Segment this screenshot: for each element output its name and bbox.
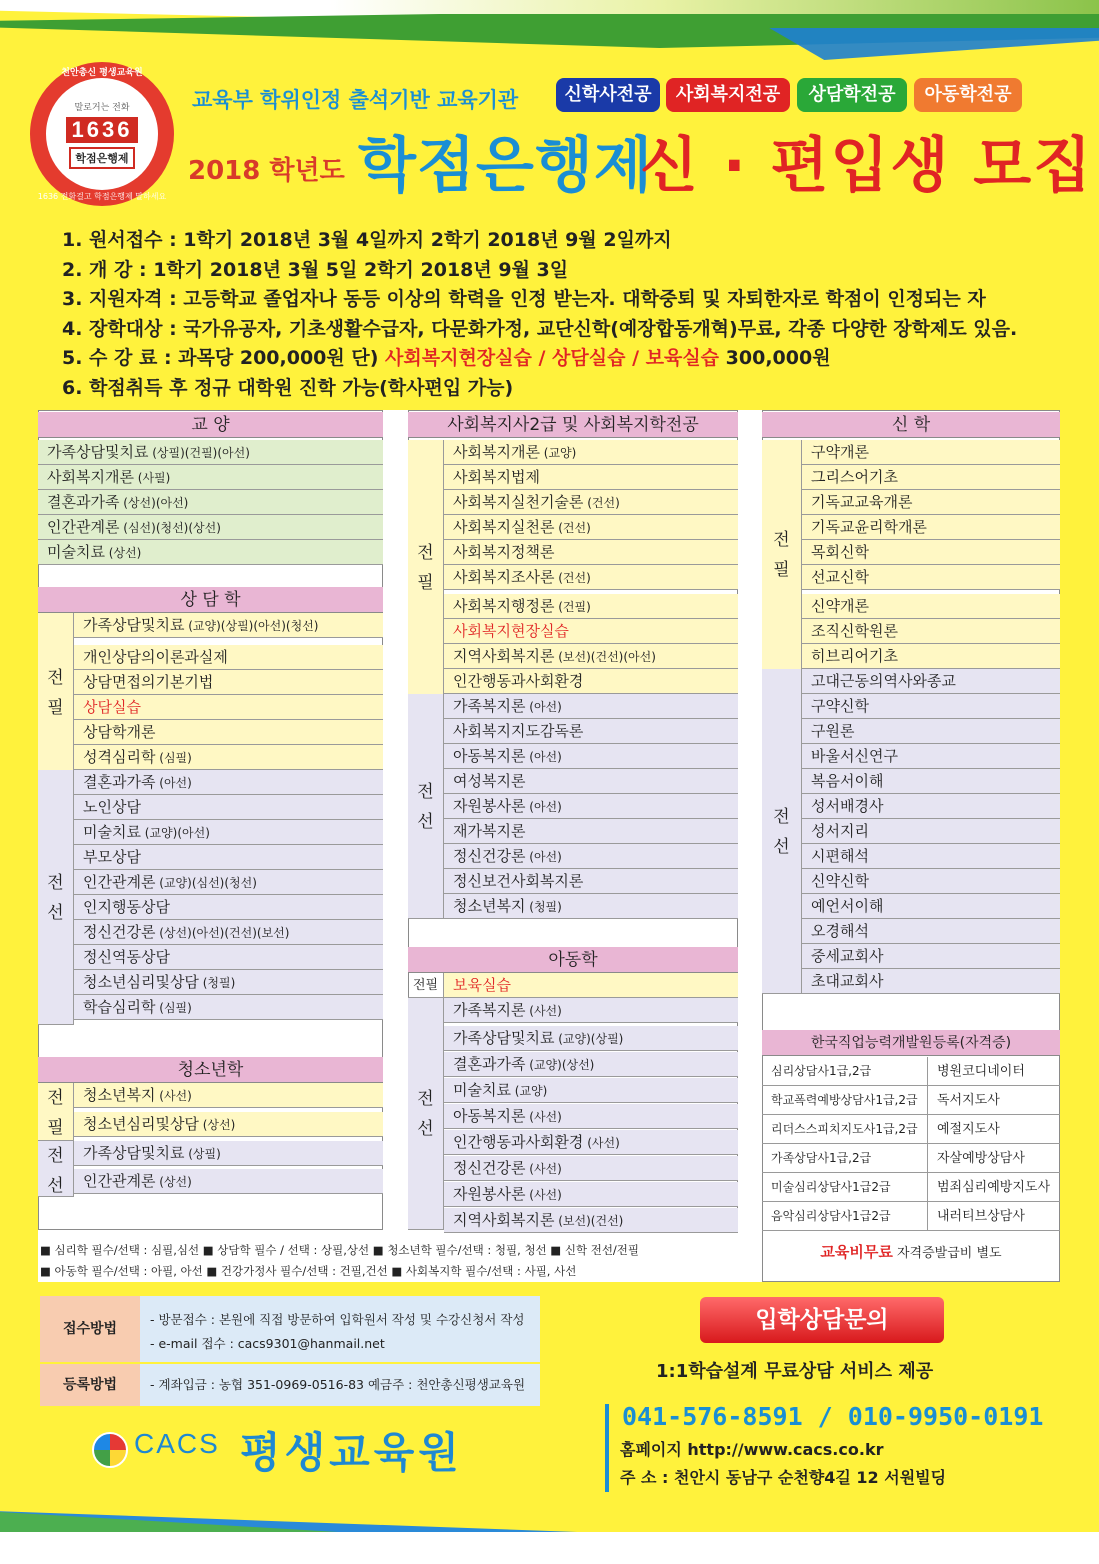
info-line-2: 2. 개 강 : 1학기 2018년 3월 5일 2학기 2018년 9월 3일 [62,258,569,281]
youth-sun-row: 가족상담및치료 (상필) [74,1141,383,1166]
welfare-pil-row: 사회복지행정론 (건필) [444,594,738,619]
address: 주 소 : 천안시 동남구 순천향4길 12 서원빌딩 [620,1468,947,1487]
cert-left: 가족상담사1급,2급 [762,1144,928,1173]
sangdam-sun-row: 노인상담 [74,795,383,820]
sangdam-sun-row: 학습심리학 (심필) [74,995,383,1020]
header-welfare: 사회복지사2급 및 사회복지학전공 [408,412,738,438]
sangdam-sun-row: 인지행동상담 [74,895,383,920]
registration-table [40,1296,540,1406]
welfare-pil-row: 사회복지실천기술론 (건선) [444,490,738,515]
cert-left: 리더스스피치지도사1급,2급 [762,1115,928,1144]
label-sun: 전 선 [38,1141,74,1197]
pay-method-text: - 계좌입금 : 농협 351-0969-0516-83 예금주 : 천안총신평생교육원 [140,1364,540,1406]
theology-sun-row: 구약신학 [802,694,1060,719]
theology-pil-row: 신약개론 [802,594,1060,619]
gyoyang-row: 미술치료 (상선) [38,540,383,565]
theology-pil-row: 목회신학 [802,540,1060,565]
welfare-pil-row: 인간행동과사회환경 [444,669,738,694]
info-line-6: 6. 학점취득 후 정규 대학원 진학 가능(학사편입 가능) [62,376,514,399]
child-pil-row: 보육실습 [444,973,738,998]
theology-sun-row: 중세교회사 [802,944,1060,969]
child-sun-row: 인간행동과사회환경 (사선) [444,1130,738,1155]
welfare-pil-row: 사회복지정책론 [444,540,738,565]
info-line-1: 1. 원서접수 : 1학기 2018년 3월 4일까지 2학기 2018년 9월 2일까지 [62,229,672,251]
label-sun: 전 선 [408,998,444,1230]
badge-counseling: 상담학전공 [797,78,907,112]
contact-divider [605,1404,609,1492]
label-pil: 전필 [408,973,444,998]
legend-line-2: ■ 아동학 필수/선택 : 아필, 아선 ■ 건강가정사 필수/선택 : 건필,건선 ■ 사회복지학 필수/선택 : 사필, 사선 [40,1264,577,1278]
logo-bottom-text: 1636 전화걸고 학점은행제 말하세요 [37,192,167,201]
info-line-5: 5. 수 강 료 : 과목당 200,000원 단) 사회복지현장실습 / 상담실습 / 보육실습 300,000원 [62,347,831,369]
welfare-sun-row: 정신보건사회복지론 [444,869,738,894]
welfare-pil-row: 사회복지실천론 (건선) [444,515,738,540]
sangdam-pil-row: 상담면접의기본기법 [74,670,383,695]
info-line-4: 4. 장학대상 : 국가유공자, 기초생활수급자, 다문화가정, 교단신학(예장합동개혁)무료, 각종 다양한 장학제도 있음. [62,317,1018,340]
logo-number: 1636 [66,117,139,143]
sangdam-sun-row: 정신역동상담 [74,945,383,970]
gyoyang-row: 가족상담및치료 (상필)(건필)(아선) [38,440,383,465]
youth-pil-row: 청소년심리및상담 (상선) [74,1112,383,1137]
label-pil: 전 필 [408,440,444,695]
welfare-sun-row: 정신건강론 (아선) [444,844,738,869]
welfare-sun-row: 청소년복지 (청필) [444,894,738,919]
sangdam-pil-row: 성격심리학 (심필) [74,745,383,770]
apply-method-text [140,1296,540,1362]
logo-name: 학점은행제 [69,147,134,169]
theology-pil-row: 기독교교육개론 [802,490,1060,515]
cert-right: 자살예방상담사 [928,1144,1060,1173]
welfare-sun-row: 여성복지론 [444,769,738,794]
sangdam-sun-row: 청소년심리및상담 (청필) [74,970,383,995]
badge-welfare: 사회복지전공 [666,78,790,112]
child-sun-row: 결혼과가족 (교양)(상선) [444,1052,738,1077]
pay-method-label: 등록방법 [40,1364,140,1406]
theology-sun-row: 신약신학 [802,869,1060,894]
phone-numbers: 041-576-8591 / 010-9950-0191 [622,1402,1044,1431]
cacs-emblem-icon [92,1432,128,1468]
cert-right: 내러티브상담사 [928,1202,1060,1231]
welfare-pil-row: 사회복지개론 (교양) [444,440,738,465]
badge-child: 아동학전공 [914,78,1022,112]
theology-pil-row: 조직신학원론 [802,619,1060,644]
cert-left: 미술심리상담사1급2급 [762,1173,928,1202]
cert-right: 예절지도사 [928,1115,1060,1144]
sangdam-sun-row: 인간관계론 (교양)(심선)(청선) [74,870,383,895]
welfare-pil-row: 사회복지현장실습 [444,619,738,644]
child-sun-row: 자원봉사론 (사선) [444,1182,738,1207]
apply-method-label: 접수방법 [40,1296,140,1362]
theology-sun-row: 예언서이해 [802,894,1060,919]
logo-top-text: 천안총신 평생교육원 [61,68,143,78]
main-title-red: 신 · 편입생 모집 [640,131,1094,201]
sangdam-sun-row: 미술치료 (교양)(아선) [74,820,383,845]
apply-email: - e-mail 접수 : cacs9301@hanmail.net [150,1336,385,1351]
theology-pil-row: 구약개론 [802,440,1060,465]
sangdam-pil-row: 개인상담의이론과실제 [74,645,383,670]
welfare-pil-row: 지역사회복지론 (보선)(건선)(아선) [444,644,738,669]
label-pil: 전 필 [38,613,74,773]
label-pil: 전 필 [38,1083,74,1141]
info-list [62,226,1017,403]
child-sun-row: 가족상담및치료 (교양)(상필) [444,1026,738,1051]
legend [40,1240,760,1282]
gyoyang-row: 인간관계론 (심선)(청선)(상선) [38,515,383,540]
brand-name: 평생교육원 [240,1428,463,1477]
sangdam-pil-row: 상담실습 [74,695,383,720]
welfare-sun-row: 재가복지론 [444,819,738,844]
theology-pil-row: 히브리어기초 [802,644,1060,669]
theology-sun-row: 성서지리 [802,819,1060,844]
cert-right: 병원코디네이터 [928,1057,1060,1086]
cert-right: 범죄심리예방지도사 [928,1173,1060,1202]
sangdam-sun-row: 정신건강론 (상선)(아선)(건선)(보선) [74,920,383,945]
child-sun-row: 지역사회복지론 (보선)(건선) [444,1208,738,1233]
main-title-blue: 학점은행제 [358,131,653,201]
sangdam-sun-row: 부모상담 [74,845,383,870]
logo-small: 말로거는 전화 [74,103,130,113]
gyoyang-row: 결혼과가족 (상선)(아선) [38,490,383,515]
sangdam-pil-row: 상담학개론 [74,720,383,745]
homepage: 홈페이지 http://www.cacs.co.kr [620,1440,884,1459]
cert-right: 독서지도사 [928,1086,1060,1115]
theology-sun-row: 고대근동의역사와종교 [802,669,1060,694]
consult-subtitle: 1:1학습설계 무료상담 서비스 제공 [656,1361,934,1382]
school-year: 2018 학년도 [188,156,345,186]
header-child: 아동학 [408,947,738,973]
bottom-wave-white [0,1532,1099,1564]
header-sangdam: 상 담 학 [38,587,383,613]
cert-left: 음악심리상담사1급2급 [762,1202,928,1231]
label-sun: 전 선 [408,694,444,919]
theology-sun-row: 초대교회사 [802,969,1060,994]
sangdam-pil-row: 가족상담및치료 (교양)(상필)(아선)(청선) [74,613,383,638]
welfare-sun-row: 자원봉사론 (아선) [444,794,738,819]
cert-left: 심리상담사1급,2급 [762,1057,928,1086]
header-cert: 한국직업능력개발원등록(자격증) [762,1030,1060,1056]
header-youth: 청소년학 [38,1057,383,1083]
theology-pil-row: 선교신학 [802,565,1060,590]
apply-visit: - 방문접수 : 본원에 직접 방문하여 입학원서 작성 및 수강신청서 작성 [150,1312,525,1327]
youth-sun-row: 인간관계론 (상선) [74,1169,383,1194]
child-sun-row: 미술치료 (교양) [444,1078,738,1103]
subtitle: 교육부 학위인정 출석기반 교육기관 [192,88,519,112]
youth-pil-row: 청소년복지 (사선) [74,1083,383,1108]
theology-sun-row: 복음서이해 [802,769,1060,794]
cert-left: 학교폭력예방상담사1급,2급 [762,1086,928,1115]
theology-sun-row: 시편해석 [802,844,1060,869]
header-theology: 신 학 [762,412,1060,438]
hotline-logo [30,62,174,206]
theology-sun-row: 구원론 [802,719,1060,744]
welfare-sun-row: 아동복지론 (아선) [444,744,738,769]
child-sun-row: 가족복지론 (사선) [444,998,738,1023]
welfare-pil-row: 사회복지조사론 (건선) [444,565,738,590]
welfare-sun-row: 가족복지론 (아선) [444,694,738,719]
child-sun-row: 정신건강론 (사선) [444,1156,738,1181]
free-education: 교육비무료 자격증발급비 별도 [820,1243,1002,1261]
brand-en: CACS [134,1428,220,1459]
welfare-sun-row: 사회복지지도감독론 [444,719,738,744]
label-pil: 전 필 [762,440,802,670]
theology-sun-row: 오경해석 [802,919,1060,944]
badge-theology: 신학사전공 [556,78,660,112]
theology-sun-row: 성서배경사 [802,794,1060,819]
legend-line-1: ■ 심리학 필수/선택 : 심필,심선 ■ 상담학 필수 / 선택 : 상필,상선 ■ 청소년학 필수/선택 : 청필, 청선 ■ 신학 전선/전필 [40,1243,640,1257]
info-line-3: 3. 지원자격 : 고등학교 졸업자나 동등 이상의 학력을 인정 받는자. 대학중퇴 및 자퇴한자로 학점이 인정되는 자 [62,288,986,310]
label-sun: 전 선 [38,770,74,1025]
theology-sun-row: 바울서신연구 [802,744,1060,769]
theology-pil-row: 그리스어기초 [802,465,1060,490]
child-sun-row: 아동복지론 (사선) [444,1104,738,1129]
theology-pil-row: 기독교윤리학개론 [802,515,1060,540]
header-gyoyang: 교 양 [38,412,383,438]
gyoyang-row: 사회복지개론 (사필) [38,465,383,490]
consult-banner: 입학상담문의 [700,1297,944,1343]
sangdam-sun-row: 결혼과가족 (아선) [74,770,383,795]
welfare-pil-row: 사회복지법제 [444,465,738,490]
label-sun: 전 선 [762,669,802,994]
